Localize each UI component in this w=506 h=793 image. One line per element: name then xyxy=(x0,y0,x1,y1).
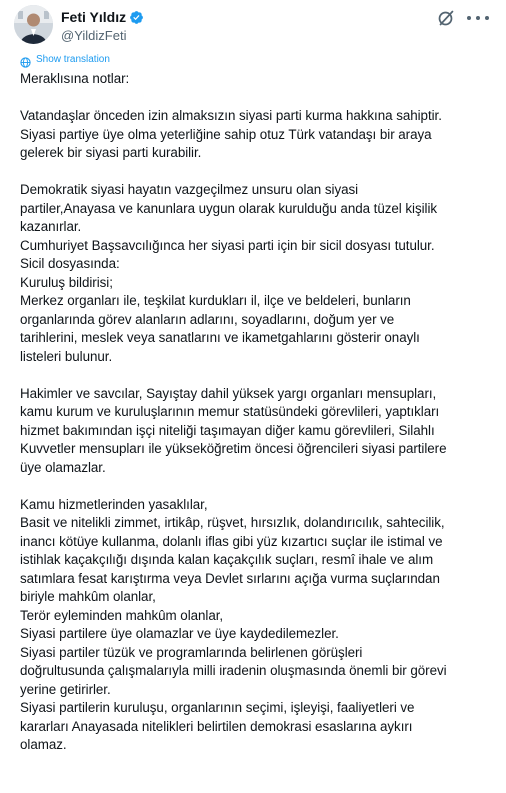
tweet-text-line: Basit ve nitelikli zimmet, irtikâp, rüşvet, hırsızlık, dolandırıcılık, sahtecilik, xyxy=(20,515,445,530)
tweet-text-line: doğrultusunda çalışmalarıyla milli iradenin oluşmasında önemli bir görevi xyxy=(20,663,447,678)
author-handle[interactable]: @YildizFeti xyxy=(61,28,127,43)
tweet-text-line: Siyasi partilerin kuruluşu, organlarının seçimi, işleyişi, faaliyetleri ve xyxy=(20,700,415,715)
tweet-text-line: organlarında görev alanların adlarını, soyadlarını, doğum yer ve xyxy=(20,311,395,327)
tweet-text-line: olamaz. xyxy=(20,737,67,752)
tweet-text-line: kazanırlar. xyxy=(20,219,82,234)
tweet-text-line: Meraklısına notlar: xyxy=(20,71,130,86)
tweet-text-line: kararları Anayasada nitelikleri belirtilen demokrasi esaslarına aykırı xyxy=(20,718,413,734)
tweet-text-line: Hakimler ve savcılar, Sayıştay dahil yüksek yargı organları mensupları, xyxy=(20,385,437,401)
tweet-text-line: biriyle mahkûm olanlar, xyxy=(20,589,156,604)
tweet-text-line: hizmet bakımından işçi niteliği taşımayan diğer kamu görevlileri, Silahlı xyxy=(20,422,435,438)
tweet-text-line: kamu kurum ve kuruluşlarının memur statüsündeki görevlileri, yaptıkları xyxy=(20,404,440,419)
author-info xyxy=(61,8,144,44)
show-translation-link[interactable] xyxy=(20,52,110,68)
display-name[interactable]: Feti Yıldız xyxy=(61,9,127,25)
tweet-text-line: tarihlerini, meslek veya sanatlarını ve ikametgahlarını gösterir onaylı xyxy=(20,330,420,345)
avatar[interactable] xyxy=(14,5,53,44)
tweet-header xyxy=(0,0,506,52)
paragraph-gap xyxy=(20,477,496,496)
tweet-text-line: Kuvvetler mensupları ile yükseköğretim öncesi öğrencileri siyasi partilere xyxy=(20,441,447,456)
tweet-text-line: Terör eyleminden mahkûm olanlar, xyxy=(20,607,224,623)
paragraph-gap xyxy=(20,89,496,108)
tweet-text-line: Sicil dosyasında: xyxy=(20,256,120,271)
tweet-text-line: Cumhuriyet Başsavcılığınca her siyasi parti için bir sicil dosyası tutulur. xyxy=(20,237,435,253)
tweet-text-line: Vatandaşlar önceden izin almaksızın siyasi parti kurma hakkına sahiptir. xyxy=(20,108,442,123)
paragraph-gap xyxy=(20,366,496,385)
display-name-row xyxy=(61,8,144,26)
tweet-text-line: Siyasi partiler tüzük ve programlarında belirlenen görüşleri xyxy=(20,644,363,660)
tweet-text-line: partiler,Anayasa ve kanunlara uygun olarak kurulduğu anda tüzel kişilik xyxy=(20,200,438,216)
tweet-text-line: Kuruluş bildirisi; xyxy=(20,274,113,290)
tweet-text-line: yerine getirirler. xyxy=(20,681,111,697)
tweet-text-line: listeleri bulunur. xyxy=(20,348,113,364)
grok-icon[interactable] xyxy=(437,9,455,27)
tweet-text-line: Kamu hizmetlerinden yasaklılar, xyxy=(20,496,208,512)
tweet-text-line: Demokratik siyasi hayatın vazgeçilmez unsuru olan siyasi xyxy=(20,182,359,197)
tweet-text-line: Merkez organları ile, teşkilat kurdukları il, ilçe ve beldeleri, bunların xyxy=(20,293,411,308)
tweet-text-line: üye olamazlar. xyxy=(20,459,106,475)
show-translation-label: Show translation xyxy=(36,54,110,65)
translate-icon xyxy=(20,55,31,66)
paragraph-gap xyxy=(20,163,496,182)
verified-badge-icon[interactable] xyxy=(129,10,144,25)
tweet-text-line: inancı kötüye kullanma, dolanlı iflas gibi yüz kızartıcı suçlar ile istimal ve xyxy=(20,533,443,549)
tweet-text-line: istihlak kaçakçılığı dışında kalan kaçakçılık suçları, resmî ihale ve alım xyxy=(20,552,434,567)
more-options-icon[interactable] xyxy=(467,9,489,27)
tweet-text-line: gelerek bir siyasi parti kurabilir. xyxy=(20,145,202,160)
tweet-text-line: Siyasi partiye üye olma yeterliğine sahip otuz Türk vatandaşı bir araya xyxy=(20,126,432,142)
tweet-text-line: Siyasi partilere üye olamazlar ve üye kaydedilemezler. xyxy=(20,626,339,641)
tweet-text xyxy=(20,70,496,755)
tweet-text-line: satımlara fesat karıştırma veya Devlet sırlarını açığa vurma suçlarından xyxy=(20,570,440,586)
